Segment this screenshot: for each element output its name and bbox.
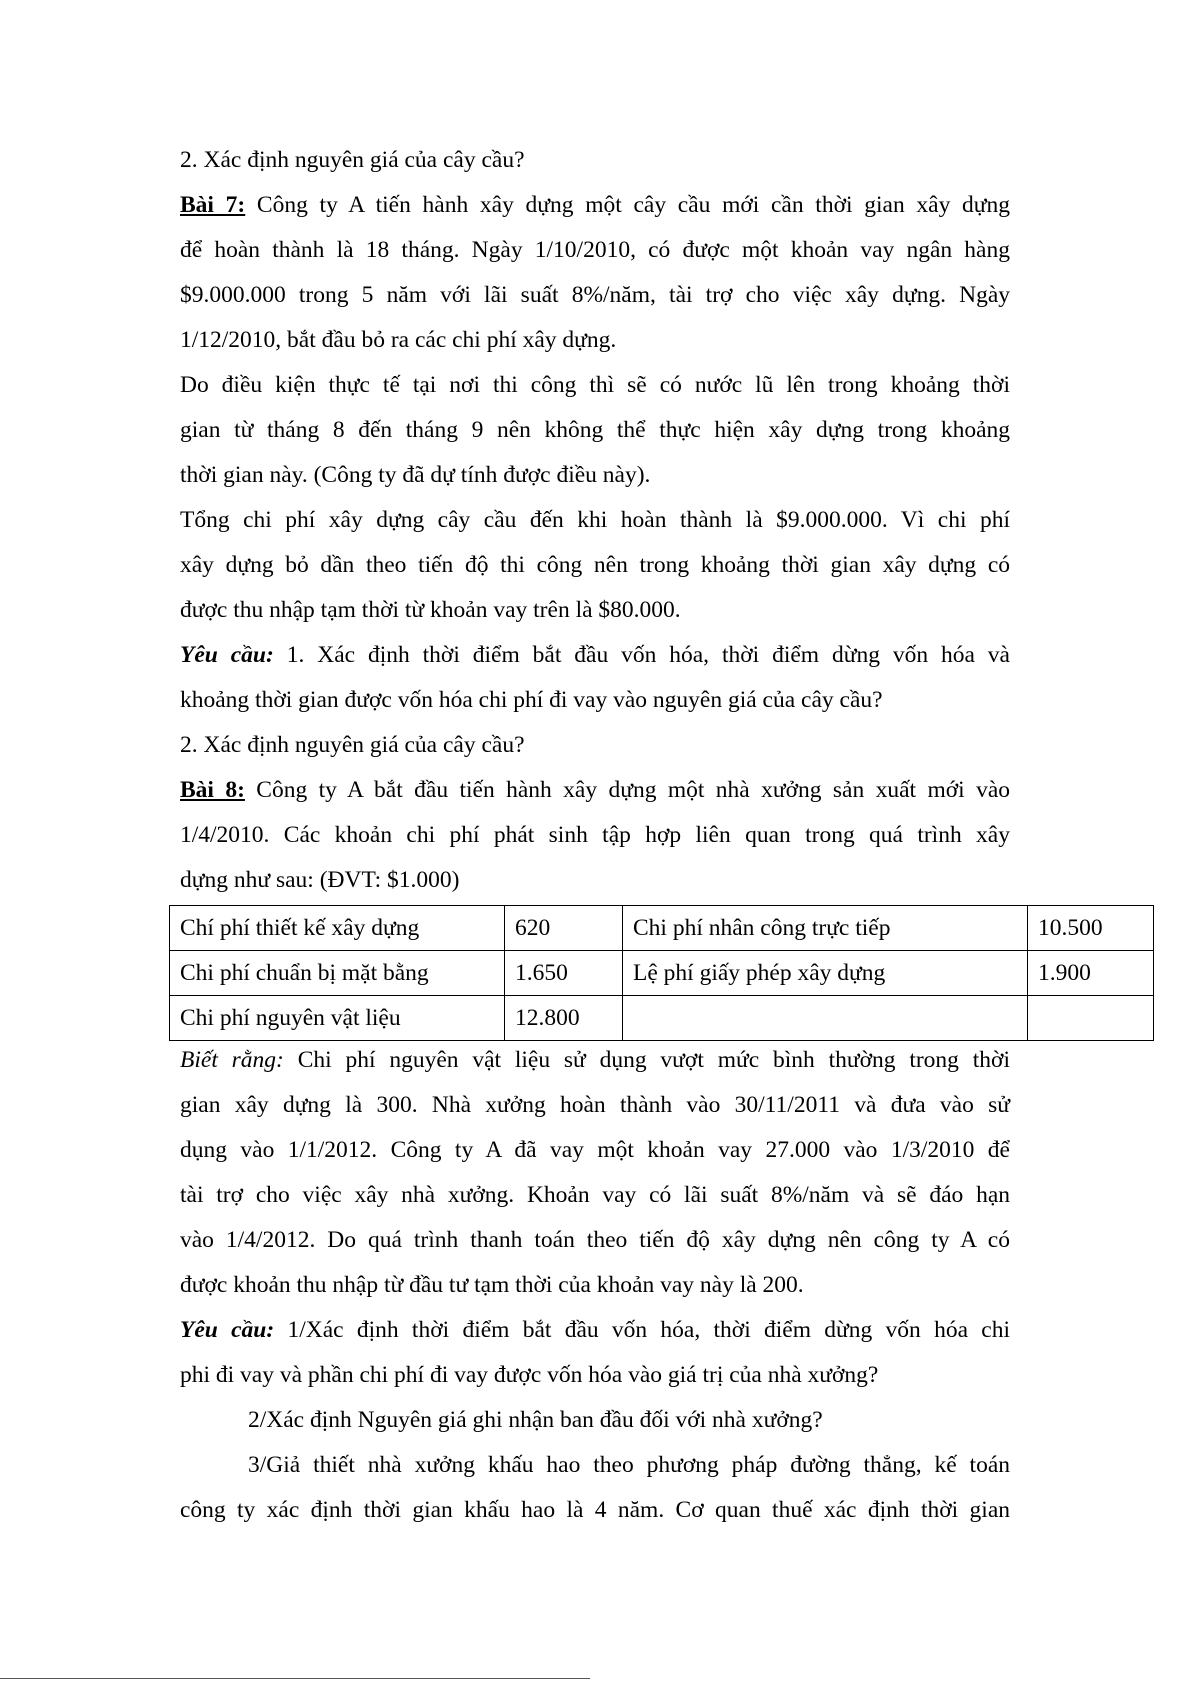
exercise-7-label: Bài 7: (180, 192, 246, 218)
paragraph-line: để hoàn thành là 18 tháng. Ngày 1/10/2010, có được một khoản vay ngân hàng (180, 237, 1010, 263)
paragraph-line: vào 1/4/2012. Do quá trình thanh toán theo tiến độ xây dựng nên công ty A có (180, 1227, 1010, 1253)
requirement-line: Yêu cầu: 1/Xác định thời điểm bắt đầu vốn hóa, thời điểm dừng vốn hóa chi (180, 1317, 1010, 1343)
paragraph-line: dựng như sau: (ĐVT: $1.000) (180, 867, 460, 893)
paragraph-line: khoảng thời gian được vốn hóa chi phí đi vay vào nguyên giá của cây cầu? (180, 687, 883, 713)
empty-cell (623, 996, 1028, 1041)
paragraph-line: 2/Xác định Nguyên giá ghi nhận ban đầu đối với nhà xưởng? (248, 1407, 823, 1433)
cost-item-label: Chi phí nguyên vật liệu (170, 996, 505, 1041)
paragraph-line: tài trợ cho việc xây nhà xưởng. Khoản vay có lãi suất 8%/năm và sẽ đáo hạn (180, 1182, 1010, 1208)
paragraph-line: gian từ tháng 8 đến tháng 9 nên không thể thực hiện xây dựng trong khoảng (180, 417, 1010, 443)
paragraph-line: $9.000.000 trong 5 năm với lãi suất 8%/năm, tài trợ cho việc xây dựng. Ngày (180, 282, 1010, 308)
footer-divider (0, 1678, 590, 1679)
cost-item-value: 12.800 (505, 996, 623, 1041)
note-label: Biết rằng: (180, 1047, 284, 1073)
paragraph-line: Tổng chi phí xây dựng cây cầu đến khi hoàn thành là $9.000.000. Vì chi phí (180, 507, 1010, 533)
requirement-label: Yêu cầu: (180, 642, 274, 668)
empty-cell (1028, 996, 1154, 1041)
cost-item-label: Chí phí thiết kế xây dựng (170, 906, 505, 951)
cost-item-label: Lệ phí giấy phép xây dựng (623, 951, 1028, 996)
note-line: Biết rằng: Chi phí nguyên vật liệu sử dụng vượt mức bình thường trong thời (180, 1047, 1010, 1073)
cost-item-value: 1.650 (505, 951, 623, 996)
paragraph-line: thời gian này. (Công ty đã dự tính được điều này). (180, 462, 651, 488)
paragraph-line: 2. Xác định nguyên giá của cây cầu? (180, 732, 525, 758)
table-row (170, 951, 1154, 996)
cost-item-value: 1.900 (1028, 951, 1154, 996)
cost-item-label: Chi phí nhân công trực tiếp (623, 906, 1028, 951)
exercise-8-label: Bài 8: (180, 777, 245, 803)
paragraph-line: phi đi vay và phần chi phí đi vay được vốn hóa vào giá trị của nhà xưởng? (180, 1362, 879, 1388)
paragraph-line: 3/Giả thiết nhà xưởng khấu hao theo phương pháp đường thẳng, kế toán (248, 1452, 1010, 1478)
paragraph-line: công ty xác định thời gian khấu hao là 4 năm. Cơ quan thuế xác định thời gian (180, 1497, 1010, 1523)
paragraph-line: được thu nhập tạm thời từ khoản vay trên là $80.000. (180, 597, 681, 623)
cost-item-value: 620 (505, 906, 623, 951)
paragraph-line: Do điều kiện thực tế tại nơi thi công thì sẽ có nước lũ lên trong khoảng thời (180, 372, 1010, 398)
table-row (170, 906, 1154, 951)
paragraph-line: dụng vào 1/1/2012. Công ty A đã vay một khoản vay 27.000 vào 1/3/2010 để (180, 1137, 1010, 1163)
table-row (170, 996, 1154, 1041)
paragraph-line: xây dựng bỏ dần theo tiến độ thi công nên trong khoảng thời gian xây dựng có (180, 552, 1010, 578)
requirement-label: Yêu cầu: (180, 1317, 275, 1343)
cost-item-label: Chi phí chuẩn bị mặt bằng (170, 951, 505, 996)
requirement-line: Yêu cầu: 1. Xác định thời điểm bắt đầu vốn hóa, thời điểm dừng vốn hóa và (180, 642, 1010, 668)
paragraph-line: được khoản thu nhập từ đầu tư tạm thời của khoản vay này là 200. (180, 1272, 804, 1298)
paragraph-line: gian xây dựng là 300. Nhà xưởng hoàn thành vào 30/11/2011 và đưa vào sử (180, 1092, 1010, 1118)
cost-item-value: 10.500 (1028, 906, 1154, 951)
exercise-8-heading-line: Bài 8: Công ty A bắt đầu tiến hành xây dựng một nhà xưởng sản xuất mới vào (180, 777, 1010, 803)
exercise-7-heading-line: Bài 7: Công ty A tiến hành xây dựng một cây cầu mới cần thời gian xây dựng (180, 192, 1011, 218)
cost-table (169, 905, 1154, 1041)
paragraph-line: 1/12/2010, bắt đầu bỏ ra các chi phí xây dựng. (180, 327, 617, 353)
paragraph-line: 1/4/2010. Các khoản chi phí phát sinh tập hợp liên quan trong quá trình xây (180, 822, 1010, 848)
paragraph-line: 2. Xác định nguyên giá của cây cầu? (180, 147, 525, 173)
